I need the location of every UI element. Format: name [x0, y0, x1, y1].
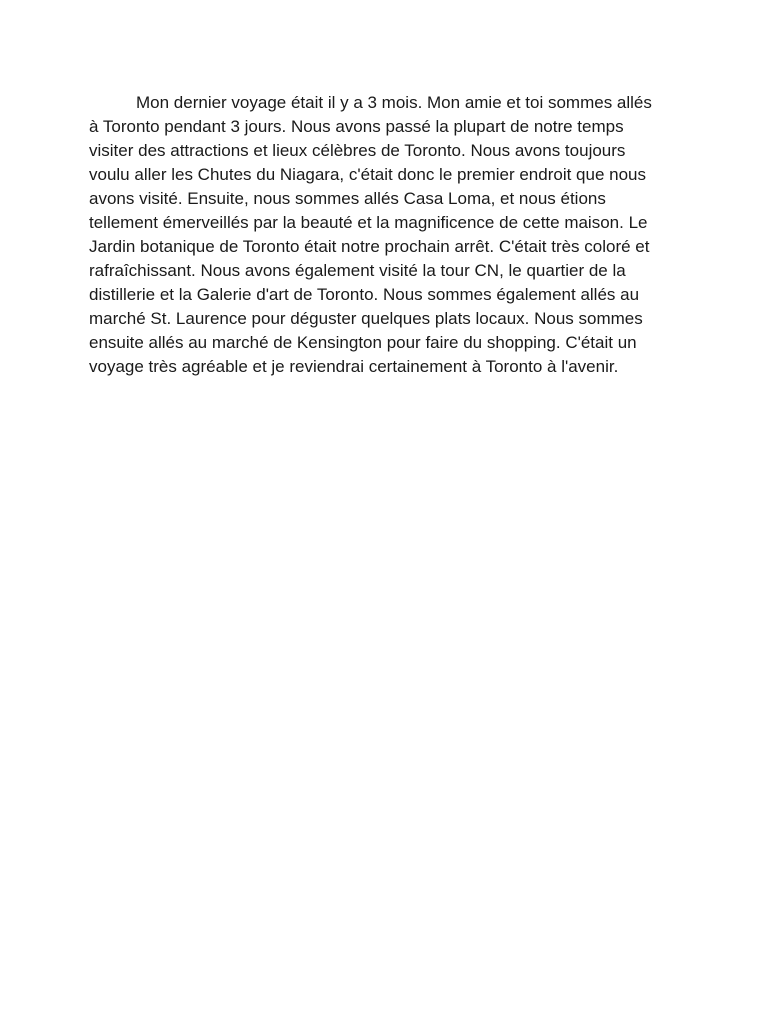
paragraph-line: voulu aller les Chutes du Niagara, c'était donc le premier endroit que nous [89, 165, 647, 184]
paragraph-line: visiter des attractions et lieux célèbres de Toronto. Nous avons toujours [89, 141, 626, 160]
paragraph-line: voyage très agréable et je reviendrai certainement à Toronto à l'avenir. [89, 357, 619, 376]
paragraph-line: marché St. Laurence pour déguster quelques plats locaux. Nous sommes [89, 309, 643, 328]
paragraph-line: avons visité. Ensuite, nous sommes allés Casa Loma, et nous étions [89, 189, 606, 208]
paragraph-line: Mon dernier voyage était il y a 3 mois. Mon amie et toi sommes allés [136, 93, 652, 112]
paragraph-line: à Toronto pendant 3 jours. Nous avons passé la plupart de notre temps [89, 117, 624, 136]
paragraph-line: rafraîchissant. Nous avons également visité la tour CN, le quartier de la [89, 261, 626, 280]
paragraph-line: distillerie et la Galerie d'art de Toronto. Nous sommes également allés au [89, 285, 640, 304]
paragraph-line: ensuite allés au marché de Kensington pour faire du shopping. C'était un [89, 333, 637, 352]
paragraph-line: Jardin botanique de Toronto était notre prochain arrêt. C'était très coloré et [89, 237, 650, 256]
paragraph-line: tellement émerveillés par la beauté et la magnificence de cette maison. Le [89, 213, 648, 232]
body-paragraph [89, 91, 689, 379]
